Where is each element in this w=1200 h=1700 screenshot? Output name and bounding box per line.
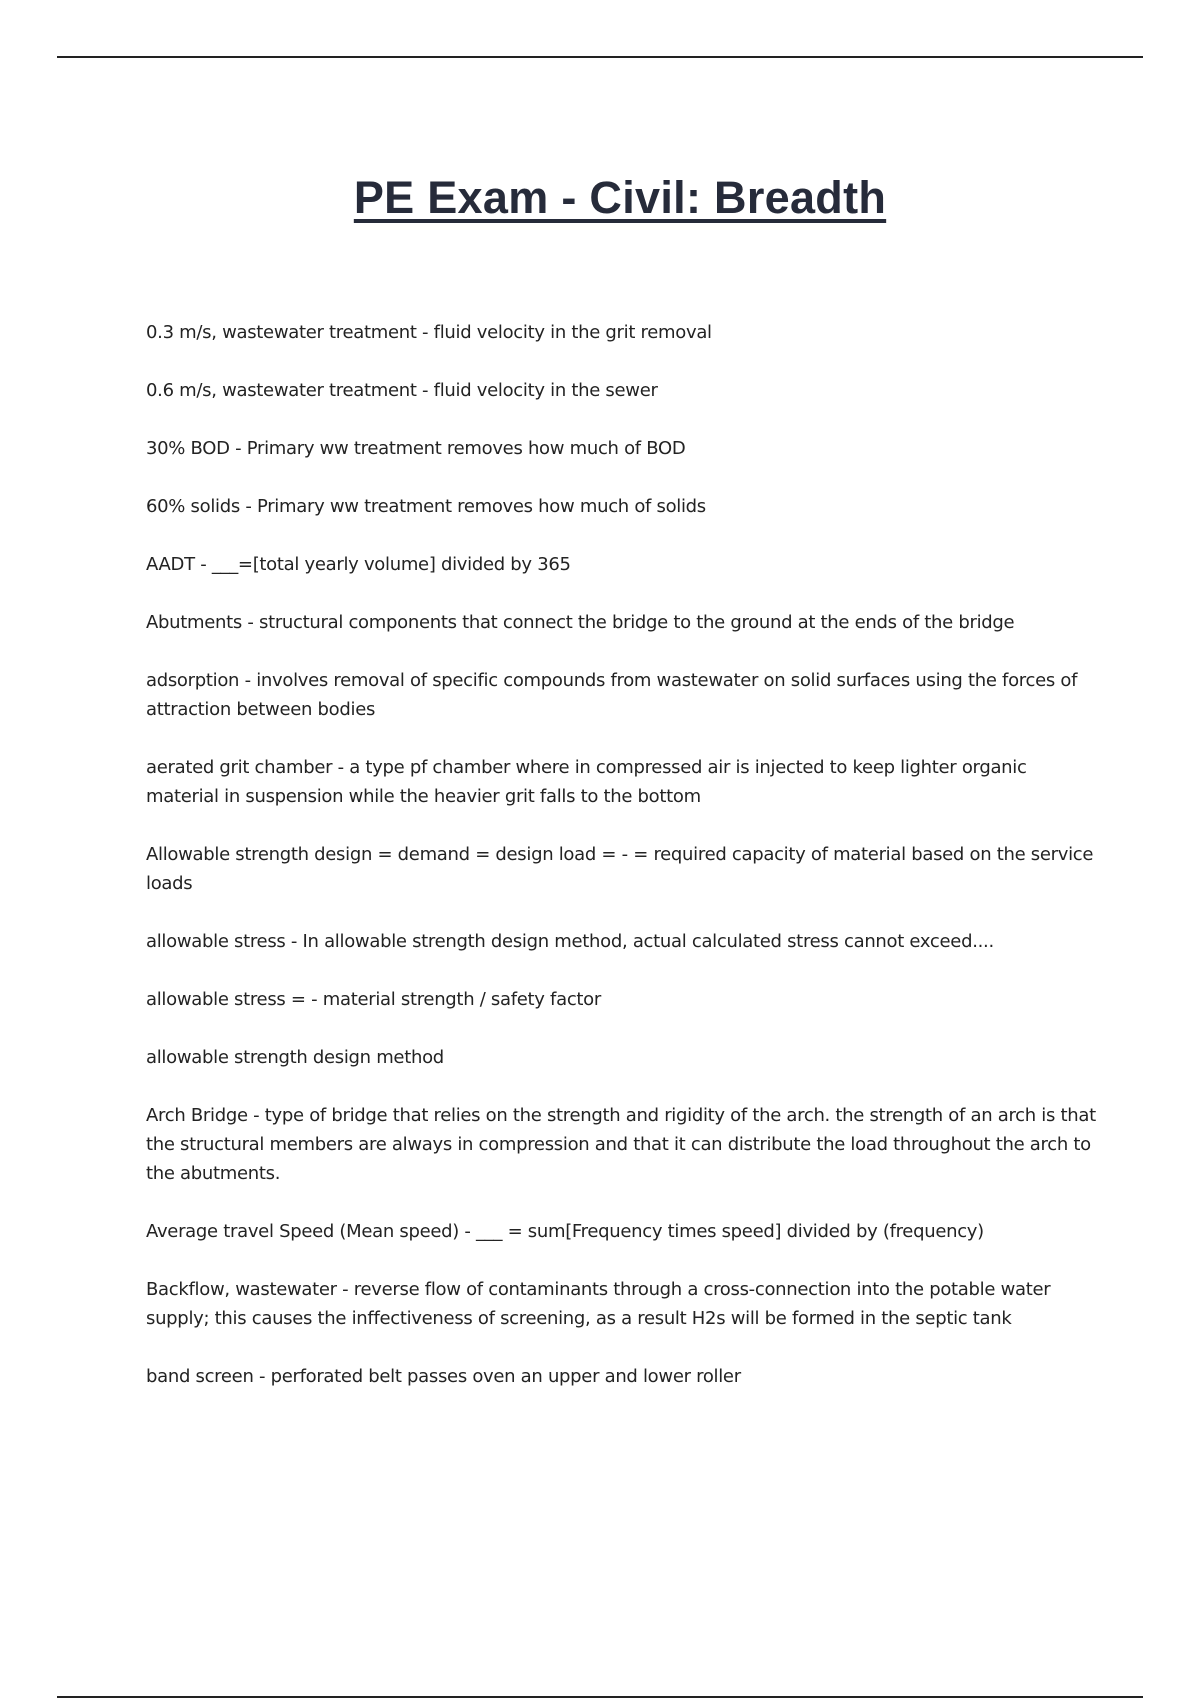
- list-item: 60% solids - Primary ww treatment removes how much of solids: [146, 496, 706, 517]
- list-item: 0.6 m/s, wastewater treatment - fluid velocity in the sewer: [146, 380, 658, 401]
- list-item: Backflow, wastewater - reverse flow of contaminants through a cross-connection into the potable water supply; this causes the inffectiveness of screening, as a result H2s will be formed in the septic tank: [146, 1279, 1051, 1329]
- top-rule: [57, 56, 1143, 58]
- flashcard-list: [146, 318, 1096, 1420]
- list-item: allowable strength design method: [146, 1047, 444, 1068]
- list-item: allowable stress - In allowable strength design method, actual calculated stress cannot exceed....: [146, 931, 994, 952]
- list-item: 0.3 m/s, wastewater treatment - fluid velocity in the grit removal: [146, 322, 712, 343]
- page-title: PE Exam - Civil: Breadth: [353, 172, 887, 223]
- list-item: allowable stress = - material strength / safety factor: [146, 989, 601, 1010]
- list-item: Abutments - structural components that connect the bridge to the ground at the ends of the bridge: [146, 612, 1015, 633]
- list-item: aerated grit chamber - a type pf chamber where in compressed air is injected to keep lighter organic material in suspension while the heavier grit falls to the bottom: [146, 757, 1027, 807]
- list-item: Average travel Speed (Mean speed) - ___ = sum[Frequency times speed] divided by (frequency): [146, 1221, 984, 1242]
- list-item: band screen - perforated belt passes oven an upper and lower roller: [146, 1366, 741, 1387]
- list-item: AADT - ___=[total yearly volume] divided by 365: [146, 554, 571, 575]
- list-item: Arch Bridge - type of bridge that relies on the strength and rigidity of the arch. the strength of an arch is that the structural members are always in compression and that it can distribute the load throughout the arch to the abutments.: [146, 1105, 1096, 1184]
- list-item: Allowable strength design = demand = design load = - = required capacity of material based on the service loads: [146, 844, 1094, 894]
- list-item: adsorption - involves removal of specific compounds from wastewater on solid surfaces using the forces of attraction between bodies: [146, 670, 1078, 720]
- bottom-rule: [57, 1696, 1143, 1698]
- list-item: 30% BOD - Primary ww treatment removes how much of BOD: [146, 438, 686, 459]
